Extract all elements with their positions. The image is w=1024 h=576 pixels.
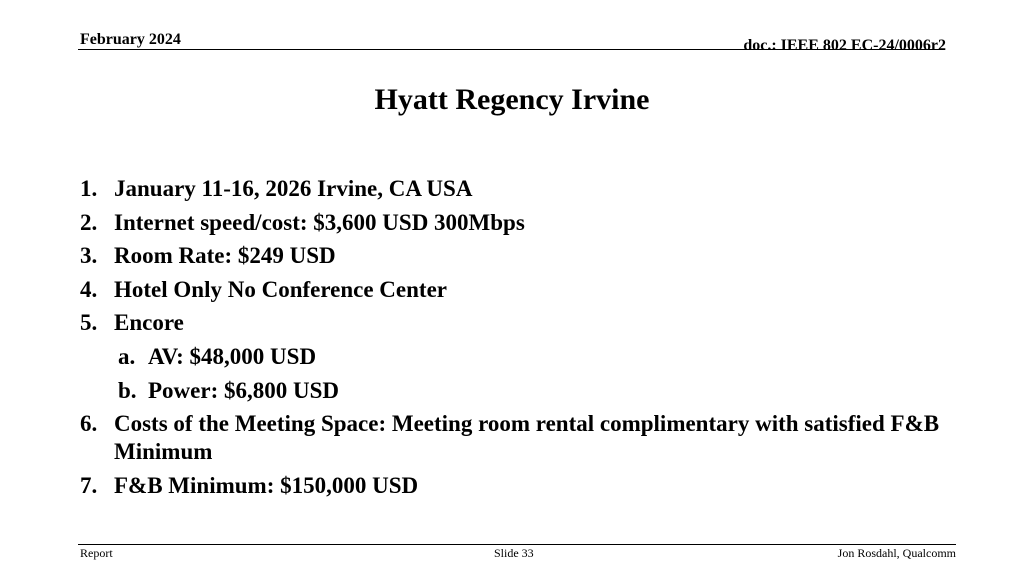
footer-divider (78, 544, 956, 545)
sub-list-item-text: Power: $6,800 USD (148, 377, 339, 403)
list-item (80, 242, 940, 270)
list-item-number: 3. (80, 243, 98, 269)
list-item-text: F&B Minimum: $150,000 USD (114, 472, 419, 498)
header-date: February 2024 (80, 31, 181, 48)
list-item-number: 4. (80, 276, 98, 302)
list-item (80, 472, 940, 500)
list-item-number: 2. (80, 209, 98, 235)
list-item-text: January 11-16, 2026 Irvine, CA USA (114, 176, 473, 201)
header-divider (78, 49, 944, 50)
sub-list-item-letter: a. (118, 343, 136, 369)
list-item-number: 6. (80, 411, 98, 437)
list-item (80, 309, 940, 337)
list-item-text: Encore (114, 310, 184, 336)
list-item (80, 276, 940, 304)
list-item-text: Costs of the Meeting Space: Meeting room rental complimentary with satisfied F&B Minimum (114, 411, 940, 465)
list-item-number: 5. (80, 310, 98, 336)
sub-list-item-letter: b. (118, 377, 137, 403)
list-item-number: 7. (80, 472, 98, 498)
list-item-text: Room Rate: $249 USD (114, 243, 336, 269)
sub-list-item (80, 377, 940, 405)
sub-list-item (80, 343, 940, 371)
list-item-text: Hotel Only No Conference Center (114, 276, 447, 302)
list-item-text: Internet speed/cost: $3,600 USD 300Mbps (114, 209, 525, 235)
slide-body-list (80, 175, 940, 505)
footer-slide-number: Slide 33 (494, 546, 534, 560)
list-item (80, 175, 940, 203)
footer-author: Jon Rosdahl, Qualcomm (837, 546, 956, 560)
list-item-number: 1. (80, 176, 98, 201)
footer-report-label: Report (80, 546, 113, 560)
list-item (80, 209, 940, 237)
list-item (80, 410, 940, 466)
sub-list-item-text: AV: $48,000 USD (148, 343, 317, 369)
header-doc-id: doc.: IEEE 802 EC-24/0006r2 (743, 37, 946, 54)
slide-title: Hyatt Regency Irvine (374, 83, 650, 116)
